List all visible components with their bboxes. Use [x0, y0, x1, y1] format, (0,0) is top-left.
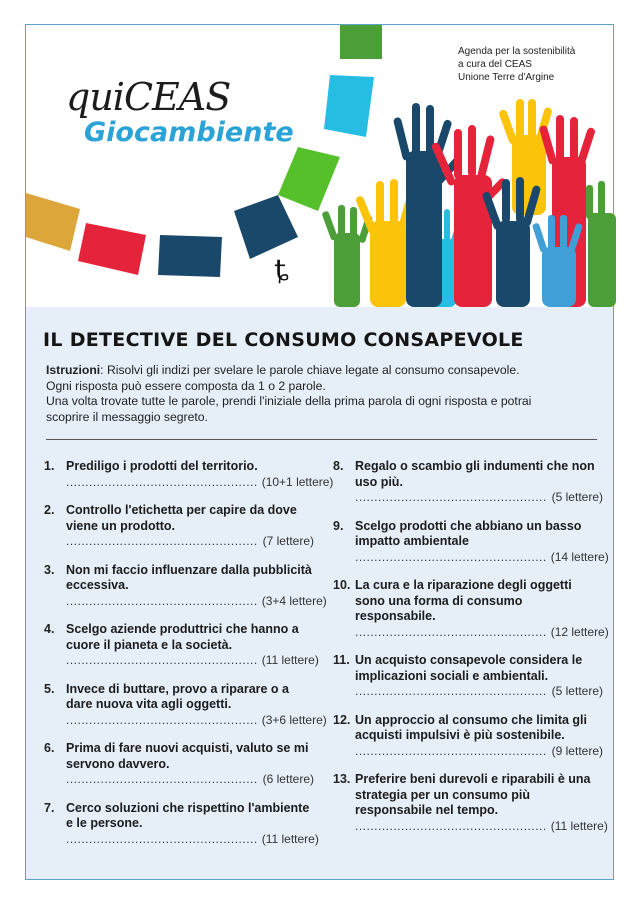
letter-count: (7 lettere) — [262, 534, 314, 548]
questions-right-column — [333, 459, 609, 847]
letter-count: (11 lettere) — [261, 831, 319, 846]
worksheet-content — [26, 307, 613, 879]
question-item — [333, 459, 603, 506]
answer-line[interactable]: .................................................. (14 lettere) — [355, 549, 609, 564]
question-text: Un approccio al consumo che limita gli acquisti impulsivi è più sostenibile. — [355, 712, 587, 742]
question-text: Scelgo aziende produttrici che hanno a cuore il pianeta e la società. — [66, 622, 299, 652]
question-item — [333, 772, 608, 834]
answer-line[interactable]: .................................................. (10+1 lettere) — [66, 474, 334, 489]
question-text: Un acquisto consapevole considera le implicazioni sociali e ambientali. — [355, 653, 583, 683]
question-number: 1. — [44, 459, 55, 473]
answer-line[interactable]: .................................................. (6 lettere) — [66, 772, 314, 786]
question-item — [44, 622, 319, 669]
answer-line[interactable]: .................................................. (3+6 lettere) — [66, 712, 327, 727]
logo-giocambiente: Giocambiente — [84, 117, 294, 148]
agenda-credit — [458, 45, 575, 84]
sdg-arc — [26, 25, 382, 279]
answer-line[interactable]: .................................................. (3+4 lettere) — [66, 593, 327, 608]
question-number: 7. — [44, 800, 55, 815]
letter-count: (3+6 lettere) — [261, 712, 327, 727]
answer-line[interactable]: .................................................. (11 lettere) — [355, 818, 608, 833]
question-item — [44, 562, 327, 610]
question-number: 8. — [333, 459, 344, 473]
instructions — [46, 363, 601, 425]
question-number: 5. — [44, 681, 55, 696]
answer-line[interactable]: .................................................. (11 lettere) — [66, 831, 319, 846]
instructions-line-1: Istruzioni: Risolvi gli indizi per svelare le parole chiave legate al consumo consapevole. — [46, 363, 520, 377]
question-number: 9. — [333, 518, 344, 533]
answer-line[interactable]: .................................................. (11 lettere) — [66, 653, 319, 667]
header-banner — [26, 25, 613, 307]
letter-count: (11 lettere) — [261, 653, 319, 667]
letter-count: (3+4 lettere) — [261, 593, 327, 608]
divider — [46, 439, 597, 440]
question-item — [44, 681, 327, 729]
letter-count: (5 lettere) — [551, 490, 603, 504]
question-number: 3. — [44, 562, 55, 577]
answer-line[interactable]: .................................................. (7 lettere) — [66, 534, 314, 548]
question-text: Scelgo prodotti che abbiano un basso impatto ambientale — [355, 518, 582, 548]
question-text: Non mi faccio influenzare dalla pubblicità eccessiva. — [66, 562, 312, 592]
letter-count: (6 lettere) — [262, 772, 314, 786]
question-text: Cerco soluzioni che rispettino l'ambiente e le persone. — [66, 800, 310, 830]
question-item — [44, 741, 314, 788]
logo-quiceas: quiCEAS — [66, 75, 231, 119]
question-text: Invece di buttare, provo a riparare o a dare nuova vita agli oggetti. — [66, 681, 289, 711]
question-text: Regalo o scambio gli indumenti che non uso più. — [355, 459, 595, 489]
question-text: Prediligo i prodotti del territorio. — [66, 459, 258, 473]
question-item — [333, 518, 609, 566]
instructions-label: Istruzioni — [46, 363, 101, 377]
question-number: 10. — [333, 578, 351, 592]
agenda-line-3: Unione Terre d'Argine — [458, 72, 555, 83]
letter-count: (14 lettere) — [550, 549, 609, 564]
page-title: IL DETECTIVE DEL CONSUMO CONSAPEVOLE — [43, 329, 524, 351]
answer-line[interactable]: .................................................. (9 lettere) — [355, 743, 603, 758]
question-number: 13. — [333, 772, 351, 786]
instructions-line-2: Ogni risposta può essere composta da 1 o 2 parole. — [46, 378, 326, 393]
question-item — [333, 578, 609, 640]
instructions-line-4: scoprire il messaggio segreto. — [46, 409, 208, 424]
answer-line[interactable]: .................................................. (5 lettere) — [355, 684, 603, 698]
question-text: Prima di fare nuovi acquisti, valuto se mi servono davvero. — [66, 741, 309, 771]
question-item — [333, 713, 603, 760]
question-item — [44, 800, 319, 848]
agenda-line-1: Agenda per la sostenibilità — [458, 46, 576, 57]
question-text: La cura e la riparazione degli oggetti sono una forma di consumo responsabile. — [355, 578, 572, 623]
question-text: Controllo l'etichetta per capire da dove viene un prodotto. — [66, 503, 297, 533]
question-item — [44, 503, 314, 550]
answer-line[interactable]: .................................................. (5 lettere) — [355, 490, 603, 504]
questions-left-column — [44, 459, 334, 860]
question-number: 4. — [44, 622, 55, 636]
terre-dargine-mark: ȶ — [274, 253, 289, 288]
letter-count: (5 lettere) — [551, 684, 603, 698]
page-frame — [25, 24, 614, 880]
letter-count: (10+1 lettere) — [261, 474, 334, 489]
letter-count: (12 lettere) — [550, 624, 609, 639]
question-number: 2. — [44, 503, 55, 517]
question-item — [44, 459, 334, 490]
question-number: 12. — [333, 712, 351, 727]
question-number: 6. — [44, 741, 55, 755]
answer-line[interactable]: .................................................. (12 lettere) — [355, 624, 609, 639]
question-number: 11. — [333, 653, 350, 667]
agenda-line-2: a cura del CEAS — [458, 59, 532, 70]
letter-count: (11 lettere) — [550, 818, 608, 833]
instructions-line-3: Una volta trovate tutte le parole, prendi l'iniziale della prima parola di ogni risposta e potrai — [46, 394, 532, 408]
letter-count: (9 lettere) — [551, 743, 603, 758]
question-item — [333, 653, 603, 700]
question-text: Preferire beni durevoli e riparabili è una strategia per un consumo più responsabile nel tempo. — [355, 772, 591, 817]
